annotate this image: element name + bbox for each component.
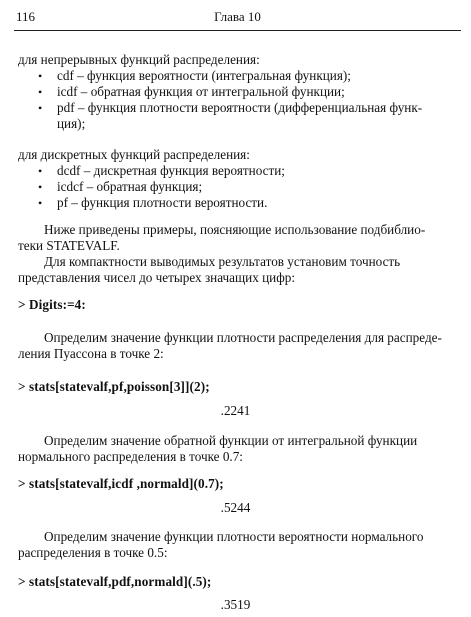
continuous-list bbox=[38, 68, 458, 132]
list-item bbox=[38, 179, 458, 195]
paragraph-line: Определим значение обратной функции от интегральной функции bbox=[44, 433, 418, 448]
example1-result: .2241 bbox=[220, 403, 251, 418]
bullet-icon: • bbox=[38, 101, 43, 115]
example2-description bbox=[18, 433, 458, 465]
continuous-intro: для непрерывных функций распределения: bbox=[18, 52, 260, 67]
example3-command: > stats[statevalf,pdf,normald](.5); bbox=[18, 574, 212, 589]
paragraph-line: распределения в точке 0.5: bbox=[18, 545, 168, 560]
example3-result: .3519 bbox=[220, 597, 251, 612]
discrete-intro: для дискретных функций распределения: bbox=[18, 147, 250, 162]
paragraph-line: Определим значение функции плотности вероятности нормального bbox=[44, 529, 424, 544]
paragraph-line: Определим значение функции плотности распределения для распреде- bbox=[44, 330, 442, 345]
paragraph-precision bbox=[18, 254, 458, 286]
paragraph-intro bbox=[18, 222, 458, 254]
list-item bbox=[38, 100, 458, 132]
paragraph-line: представления чисел до четырех значащих цифр: bbox=[18, 270, 296, 285]
page-header bbox=[14, 6, 461, 31]
example1-description bbox=[18, 330, 458, 362]
example3-description bbox=[18, 529, 458, 561]
paragraph-line: Ниже приведены примеры, поясняющие использование подбиблио- bbox=[44, 222, 426, 237]
list-item bbox=[38, 68, 458, 84]
list-item-text: pf – функция плотности вероятности. bbox=[57, 195, 268, 210]
bullet-icon: • bbox=[38, 196, 43, 210]
list-item bbox=[38, 84, 458, 100]
bullet-icon: • bbox=[38, 85, 43, 99]
bullet-icon: • bbox=[38, 180, 43, 194]
paragraph-line: теки STATEVALF. bbox=[18, 238, 120, 253]
example2-command: > stats[statevalf,icdf ,normald](0.7); bbox=[18, 476, 224, 491]
discrete-list bbox=[38, 163, 458, 211]
paragraph-line: нормального распределения в точке 0.7: bbox=[18, 449, 243, 464]
list-item-text: cdf – функция вероятности (интегральная функция); bbox=[57, 68, 351, 83]
list-item-text: icdf – обратная функция от интегральной функции; bbox=[57, 84, 345, 99]
chapter-title: Глава 10 bbox=[214, 9, 261, 24]
list-item bbox=[38, 163, 458, 179]
example2-result: .5244 bbox=[220, 500, 251, 515]
bullet-icon: • bbox=[38, 164, 43, 178]
paragraph-line: ления Пуассона в точке 2: bbox=[18, 346, 164, 361]
paragraph-line: Для компактности выводимых результатов установим точность bbox=[44, 254, 401, 269]
example1-command: > stats[statevalf,pf,poisson[3]](2); bbox=[18, 379, 210, 394]
digits-command: > Digits:=4: bbox=[18, 297, 86, 312]
page-number: 116 bbox=[16, 9, 36, 24]
list-item-text: icdcf – обратная функция; bbox=[57, 179, 203, 194]
list-item bbox=[38, 195, 458, 211]
list-item-text-line1: pdf – функция плотности вероятности (дифференциальная функ- bbox=[57, 100, 423, 115]
list-item-text-line2: ция); bbox=[57, 116, 86, 131]
list-item-text: dcdf – дискретная функция вероятности; bbox=[57, 163, 285, 178]
bullet-icon: • bbox=[38, 69, 43, 83]
